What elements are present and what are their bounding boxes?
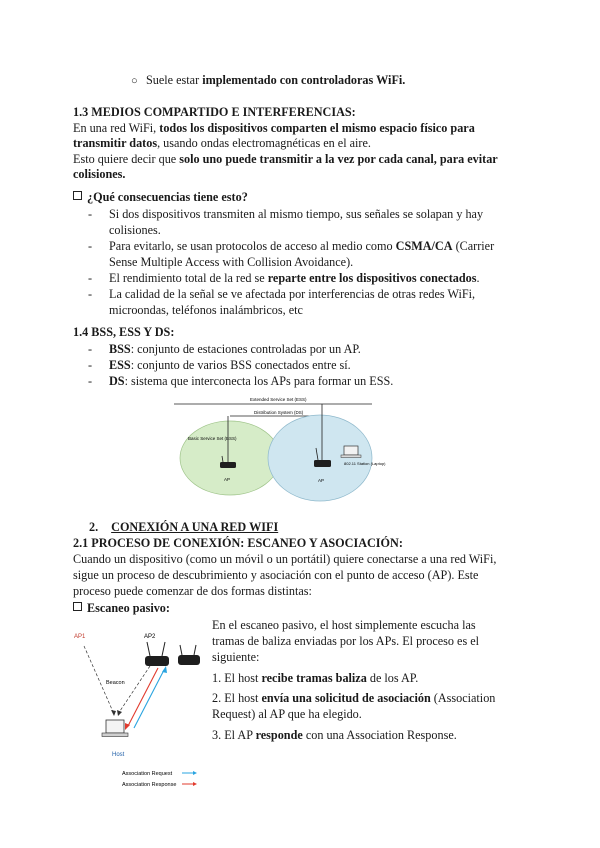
- ap1-label: AP1: [74, 634, 86, 640]
- list-item: - Para evitarlo, se usan protocolos de acceso al medio como CSMA/CA (Carrier Sense Multiple Access with Collision Avoidance).: [88, 238, 528, 270]
- list-item: - BSS: conjunto de estaciones controladas por un AP.: [88, 341, 528, 357]
- consequences-heading: ¿Qué consecuencias tiene esto?: [73, 189, 248, 205]
- laptop-icon: [102, 720, 128, 737]
- step-1: 1. El host recibe tramas baliza de los AP.: [212, 671, 419, 685]
- bss-ess-ds-list: [88, 341, 528, 389]
- paragraph-line: En el escaneo pasivo, el host simplemente escucha las: [212, 618, 476, 632]
- host-label: Host: [112, 752, 125, 758]
- bullet-text: Suele estar implementado con controladoras WiFi.: [146, 73, 406, 87]
- section-1-3-heading: 1.3 MEDIOS COMPARTIDO E INTERFERENCIAS:: [73, 105, 356, 119]
- paragraph-line: sigue un proceso de descubrimiento y asociación con el punto de acceso (AP). Este: [73, 568, 479, 582]
- ess-label: Extended Service Set (ESS): [250, 397, 307, 402]
- arrow-head-icon: [193, 771, 197, 775]
- list-item: - DS: sistema que interconecta los APs para formar un ESS.: [88, 373, 528, 389]
- ap2-label: AP2: [144, 634, 156, 640]
- association-request-arrow: [134, 670, 164, 728]
- passive-scan-heading: Escaneo pasivo:: [73, 600, 170, 616]
- bss-label: Basic Service Set (BSS): [188, 436, 237, 441]
- circle-bullet-icon: ○: [131, 75, 138, 87]
- bss-ellipse: [268, 415, 372, 501]
- checkbox-icon: [73, 602, 82, 611]
- arrow-head-icon: [117, 710, 122, 716]
- step-2-cont: Request) al AP que ha elegido.: [212, 707, 362, 721]
- legend-request-label: Association Request: [122, 771, 173, 777]
- bss-ellipse: [180, 421, 280, 495]
- paragraph-line: transmitir datos, usando ondas electromagnéticas en el aire.: [73, 136, 371, 150]
- arrow-head-icon: [193, 782, 197, 786]
- paragraph-line: Cuando un dispositivo (como un móvil o un portátil) quiere conectarse a una red WiFi,: [73, 552, 497, 566]
- arrow-head-icon: [111, 710, 116, 716]
- step-3: 3. El AP responde con una Association Response.: [212, 728, 457, 742]
- section-2-1-heading: 2.1 PROCESO DE CONEXIÓN: ESCANEO Y ASOCIACIÓN:: [73, 536, 403, 550]
- paragraph-line: En una red WiFi, todos los dispositivos comparten el mismo espacio físico para: [73, 121, 475, 135]
- router-icon: [178, 645, 200, 665]
- paragraph-line: colisiones.: [73, 167, 126, 181]
- ess-diagram: [170, 396, 386, 506]
- beacon-label: Beacon: [106, 680, 125, 686]
- ap-label: AP: [318, 478, 325, 483]
- router-icon: [145, 642, 169, 666]
- laptop-icon: [341, 446, 361, 458]
- paragraph-line: proceso puede comenzar de dos formas distintas:: [73, 584, 312, 598]
- checkbox-icon: [73, 191, 82, 200]
- list-item: - Si dos dispositivos transmiten al mismo tiempo, sus señales se solapan y hay colisiones.: [88, 206, 528, 238]
- ds-label: Distribution System (DS): [254, 410, 304, 415]
- step-2: 2. El host envía una solicitud de asociación (Association: [212, 691, 496, 705]
- section-2-heading: 2. CONEXIÓN A UNA RED WIFI: [89, 520, 279, 534]
- paragraph-line: siguiente:: [212, 650, 260, 664]
- paragraph-line: tramas de baliza enviadas por los APs. El proceso es el: [212, 634, 480, 648]
- legend-response-label: Association Response: [122, 782, 177, 788]
- consequences-list: [88, 206, 528, 318]
- paragraph-line: Esto quiere decir que solo uno puede transmitir a la vez por cada canal, para evitar: [73, 152, 498, 166]
- ap-label: AP: [224, 477, 231, 482]
- list-item: - La calidad de la señal se ve afectada por interferencias de otras redes WiFi, microondas, teléfonos inalámbricos, etc: [88, 286, 528, 318]
- list-item: - ESS: conjunto de varios BSS conectados entre sí.: [88, 357, 528, 373]
- list-item: - El rendimiento total de la red se reparte entre los dispositivos conectados.: [88, 270, 528, 286]
- passive-scan-diagram: [70, 628, 210, 798]
- station-label: 802.11 Station (Laptop): [344, 461, 386, 466]
- section-1-4-heading: 1.4 BSS, ESS Y DS:: [73, 325, 175, 339]
- arrow-head-icon: [162, 666, 167, 673]
